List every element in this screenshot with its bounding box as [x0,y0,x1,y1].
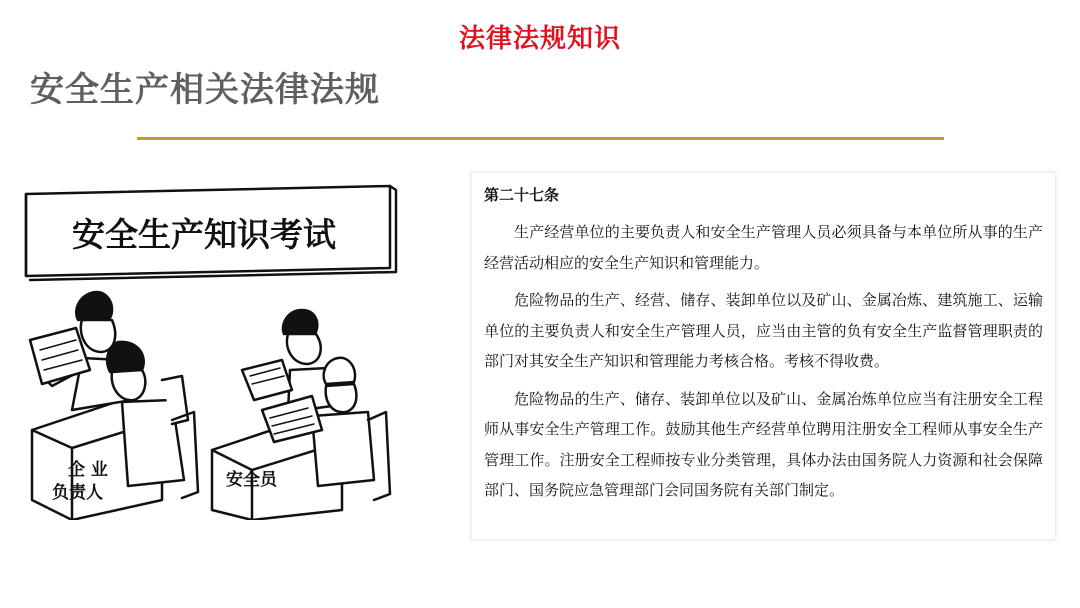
desk-label-responsible: 负责人 [52,483,103,503]
page-title: 安全生产相关法律法规 [30,70,380,110]
desk-label-safety-officer: 安全员 [226,470,277,490]
exam-cartoon-illustration [12,180,402,520]
desk-label-company: 企 业 [68,460,108,480]
sign-text: 安全生产知识考试 [72,215,336,254]
category-heading: 法律法规知识 [458,24,621,54]
article-paragraph: 危险物品的生产、储存、装卸单位以及矿山、金属冶炼单位应当有注册安全工程师从事安全生产管理工作。鼓励其他生产经营单位聘用注册安全工程师从事安全生产管理工作。注册安全工程师按专业分类管理，具体办法由国务院人力资源和社会保障部门、国务院应急管理部门会同国务院有关部门制定。 [484,389,1043,499]
title-divider [137,137,944,140]
article-paragraph: 危险物品的生产、经营、储存、装卸单位以及矿山、金属冶炼、建筑施工、运输单位的主要负责人和安全生产管理人员，应当由主管的负有安全生产监督管理职责的部门对其安全生产知识和管理能力考核合格。考核不得收费。 [484,291,1043,370]
article-paragraph: 生产经营单位的主要负责人和安全生产管理人员必须具备与本单位所从事的生产经营活动相应的安全生产知识和管理能力。 [484,223,1043,272]
article-card [471,172,1056,540]
article-title: 第二十七条 [484,186,560,204]
